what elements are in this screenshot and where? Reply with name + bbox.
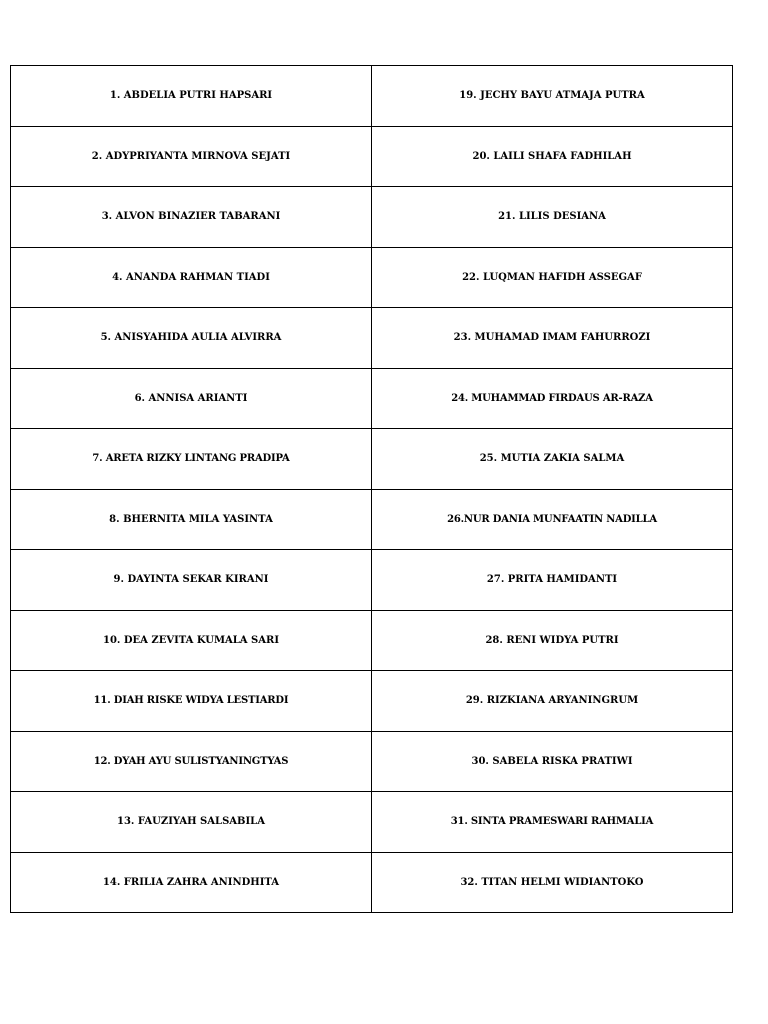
table-cell: 1. ABDELIA PUTRI HAPSARI [11, 66, 372, 127]
name-list-body [11, 66, 733, 913]
table-cell: 6. ANNISA ARIANTI [11, 368, 372, 429]
table-cell: 4. ANANDA RAHMAN TIADI [11, 247, 372, 308]
table-cell: 14. FRILIA ZAHRA ANINDHITA [11, 852, 372, 913]
table-row [11, 852, 733, 913]
table-cell: 11. DIAH RISKE WIDYA LESTIARDI [11, 671, 372, 732]
table-cell: 5. ANISYAHIDA AULIA ALVIRRA [11, 308, 372, 369]
table-cell: 3. ALVON BINAZIER TABARANI [11, 187, 372, 248]
table-cell: 29. RIZKIANA ARYANINGRUM [372, 671, 733, 732]
table-cell: 28. RENI WIDYA PUTRI [372, 610, 733, 671]
table-row [11, 187, 733, 248]
table-cell: 8. BHERNITA MILA YASINTA [11, 489, 372, 550]
table-cell: 7. ARETA RIZKY LINTANG PRADIPA [11, 429, 372, 490]
table-cell: 10. DEA ZEVITA KUMALA SARI [11, 610, 372, 671]
table-row [11, 610, 733, 671]
table-row [11, 429, 733, 490]
table-cell: 31. SINTA PRAMESWARI RAHMALIA [372, 792, 733, 853]
table-cell: 12. DYAH AYU SULISTYANINGTYAS [11, 731, 372, 792]
table-row [11, 792, 733, 853]
table-cell: 21. LILIS DESIANA [372, 187, 733, 248]
table-cell: 19. JECHY BAYU ATMAJA PUTRA [372, 66, 733, 127]
table-cell: 22. LUQMAN HAFIDH ASSEGAF [372, 247, 733, 308]
table-cell: 32. TITAN HELMI WIDIANTOKO [372, 852, 733, 913]
table-row [11, 368, 733, 429]
table-cell: 2. ADYPRIYANTA MIRNOVA SEJATI [11, 126, 372, 187]
table-row [11, 550, 733, 611]
table-cell: 30. SABELA RISKA PRATIWI [372, 731, 733, 792]
table-cell: 13. FAUZIYAH SALSABILA [11, 792, 372, 853]
table-cell: 23. MUHAMAD IMAM FAHURROZI [372, 308, 733, 369]
table-row [11, 489, 733, 550]
table-cell: 24. MUHAMMAD FIRDAUS AR-RAZA [372, 368, 733, 429]
table-row [11, 66, 733, 127]
table-cell: 20. LAILI SHAFA FADHILAH [372, 126, 733, 187]
table-cell: 9. DAYINTA SEKAR KIRANI [11, 550, 372, 611]
table-row [11, 308, 733, 369]
table-row [11, 671, 733, 732]
name-list-table [10, 65, 733, 913]
table-row [11, 126, 733, 187]
table-cell: 26.NUR DANIA MUNFAATIN NADILLA [372, 489, 733, 550]
table-row [11, 247, 733, 308]
table-cell: 27. PRITA HAMIDANTI [372, 550, 733, 611]
table-cell: 25. MUTIA ZAKIA SALMA [372, 429, 733, 490]
table-row [11, 731, 733, 792]
